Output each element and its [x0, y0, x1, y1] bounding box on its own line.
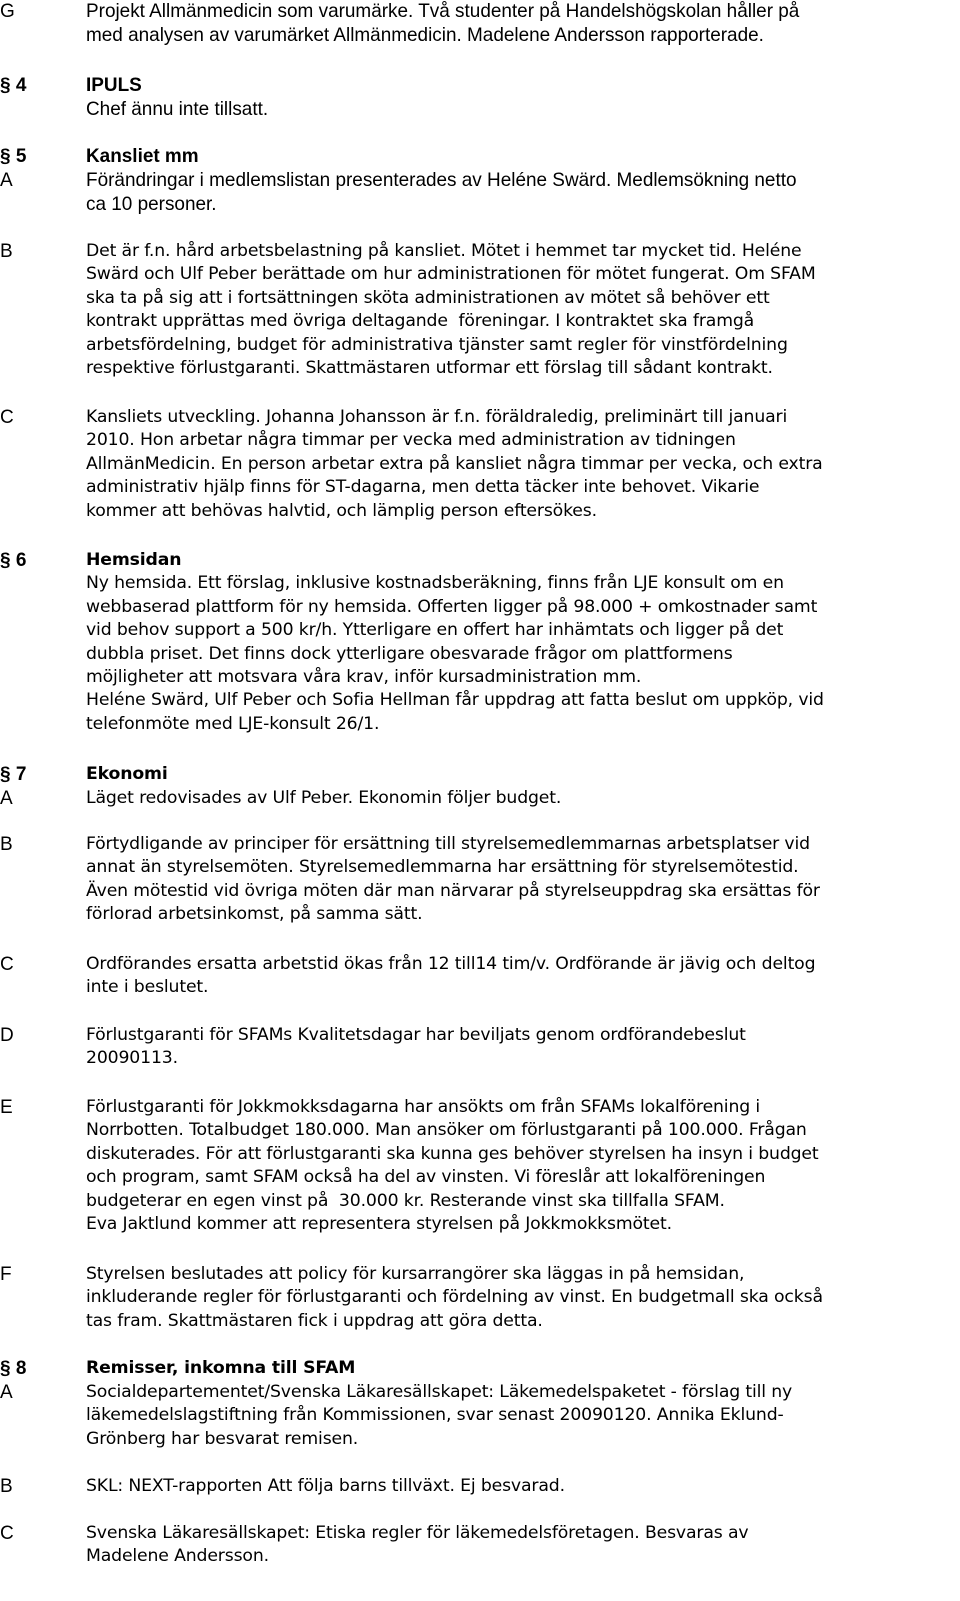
text-line: administrativ hjälp finns för ST-dagarna, men detta täcker inte behovet. Vikarie	[86, 477, 760, 498]
text-line: vid behov support a 500 kr/h. Ytterligare en offert har inhämtats och ligger på det	[86, 620, 784, 641]
text-line: Ordförandes ersatta arbetstid ökas från 12 till14 tim/v. Ordförande är jävig och deltog	[86, 954, 816, 974]
section-heading: IPULS	[86, 75, 142, 96]
item-text	[86, 74, 960, 121]
item-text	[86, 1522, 960, 1569]
text-line: Madelene Andersson.	[86, 1546, 269, 1567]
section-heading: Kansliet mm	[86, 146, 199, 167]
text-line: Svenska Läkaresällskapet: Etiska regler för läkemedelsföretagen. Besvaras av	[86, 1523, 749, 1543]
item-letter: F	[0, 1264, 12, 1285]
item-text	[86, 1096, 960, 1236]
text-line: Förändringar i medlemslistan presenterades av Heléne Swärd. Medlemsökning netto	[86, 170, 797, 191]
text-line: annat än styrelsemöten. Styrelsemedlemmarna har ersättning för styrelsemötestid.	[86, 857, 799, 878]
text-line: Även mötestid vid övriga möten där man närvarar på styrelseuppdrag ska ersättas för	[86, 880, 820, 901]
text-line: Socialdepartementet/Svenska Läkaresällskapet: Läkemedelspaketet - förslag till ny	[86, 1382, 793, 1402]
section-heading: Ekonomi	[86, 764, 168, 784]
text-line: 2010. Hon arbetar några timmar per vecka med administration av tidningen	[86, 430, 736, 451]
text-line: Grönberg har besvarat remisen.	[86, 1428, 359, 1449]
text-line: Förtydligande av principer för ersättning till styrelsemedlemmarnas arbetsplatser vid	[86, 834, 810, 854]
text-line: förlorad arbetsinkomst, på samma sätt.	[86, 904, 423, 925]
text-line: Kansliets utveckling. Johanna Johansson är f.n. föräldraledig, preliminärt till januari	[86, 407, 788, 427]
text-line: med analysen av varumärket Allmänmedicin. Madelene Andersson rapporterade.	[86, 24, 764, 46]
item-text	[86, 169, 960, 216]
item-letter: A	[0, 788, 13, 809]
text-line: respektive förlustgaranti. Skattmästaren utformar ett förslag till sådant kontrakt.	[86, 358, 773, 379]
item-text	[86, 953, 960, 1000]
text-line: Norrbotten. Totalbudget 180.000. Man ansöker om förlustgaranti på 100.000. Frågan	[86, 1120, 807, 1141]
item-text	[86, 406, 960, 523]
text-line: Projekt Allmänmedicin som varumärke. Två studenter på Handelshögskolan håller på	[86, 1, 800, 22]
item-text	[86, 1381, 960, 1451]
text-line: ca 10 personer.	[86, 193, 217, 215]
text-line: läkemedelslagstiftning från Kommissionen, svar senast 20090120. Annika Eklund-	[86, 1405, 784, 1426]
item-text	[86, 1357, 960, 1380]
text-line: diskuterades. För att förlustgaranti ska kunna ges behöver styrelsen ha insyn i budget	[86, 1143, 819, 1164]
text-line: Eva Jaktlund kommer att representera styrelsen på Jokkmokksmötet.	[86, 1214, 672, 1235]
item-letter: E	[0, 1097, 13, 1118]
section-number: § 7	[0, 764, 27, 785]
item-letter: A	[0, 1382, 13, 1403]
text-line: arbetsfördelning, budget för administrativa tjänster samt regler för vinstfördelning	[86, 334, 788, 355]
section-number: § 6	[0, 550, 27, 571]
text-line: Swärd och Ulf Peber berättade om hur administrationen för mötet fungerat. Om SFAM	[86, 264, 816, 285]
text-line: telefonmöte med LJE-konsult 26/1.	[86, 713, 380, 734]
text-line: tas fram. Skattmästaren fick i uppdrag att göra detta.	[86, 1310, 543, 1331]
text-line: inte i beslutet.	[86, 977, 209, 998]
section-number: § 5	[0, 146, 27, 167]
item-text	[86, 1024, 960, 1071]
text-line: Förlustgaranti för Jokkmokksdagarna har ansökts om från SFAMs lokalförening i	[86, 1097, 761, 1117]
text-line: Styrelsen beslutades att policy för kursarrangörer ska läggas in på hemsidan,	[86, 1264, 745, 1284]
text-line: Ny hemsida. Ett förslag, inklusive kostnadsberäkning, finns från LJE konsult om en	[86, 573, 784, 594]
item-text	[86, 833, 960, 927]
item-letter: B	[0, 834, 13, 855]
item-text	[86, 145, 960, 169]
item-letter: A	[0, 170, 13, 191]
item-letter: G	[0, 1, 15, 22]
item-text	[86, 1475, 960, 1498]
item-letter: B	[0, 241, 13, 262]
text-line: budgeterar en egen vinst på 30.000 kr. Resterande vinst ska tillfalla SFAM.	[86, 1190, 725, 1211]
text-line: kontrakt upprättas med övriga deltagande föreningar. I kontraktet ska framgå	[86, 311, 755, 332]
text-line: inkluderande regler för förlustgaranti och fördelning av vinst. En budgetmall ska också	[86, 1287, 823, 1308]
item-letter: D	[0, 1025, 14, 1046]
text-line: SKL: NEXT-rapporten Att följa barns tillväxt. Ej besvarad.	[86, 1476, 565, 1496]
text-line: Förlustgaranti för SFAMs Kvalitetsdagar har beviljats genom ordförandebeslut	[86, 1025, 746, 1045]
section-heading: Remisser, inkomna till SFAM	[86, 1358, 356, 1378]
item-text	[86, 549, 960, 736]
text-line: kommer att behövas halvtid, och lämplig person eftersökes.	[86, 500, 597, 521]
text-line: dubbla priset. Det finns dock ytterligare obesvarade frågor om plattformens	[86, 643, 733, 664]
section-number: § 8	[0, 1358, 27, 1379]
text-line: Chef ännu inte tillsatt.	[86, 98, 269, 120]
item-letter: C	[0, 954, 14, 975]
item-text	[86, 787, 960, 810]
text-line: och program, samt SFAM också ha del av vinsten. Vi föreslår att lokalföreningen	[86, 1167, 766, 1188]
text-line: Heléne Swärd, Ulf Peber och Sofia Hellman får uppdrag att fatta beslut om uppköp, vid	[86, 690, 824, 711]
text-line: webbaserad plattform för ny hemsida. Offerten ligger på 98.000 + omkostnader samt	[86, 596, 818, 617]
text-line: Läget redovisades av Ulf Peber. Ekonomin följer budget.	[86, 788, 562, 808]
section-number: § 4	[0, 75, 27, 96]
item-letter: B	[0, 1476, 13, 1497]
text-line: AllmänMedicin. En person arbetar extra på kansliet några timmar per vecka, och extra	[86, 453, 823, 474]
text-line: ska ta på sig att i fortsättningen sköta administrationen av mötet så behöver ett	[86, 287, 770, 308]
section-heading: Hemsidan	[86, 550, 182, 570]
item-text	[86, 240, 960, 380]
item-letter: C	[0, 1523, 14, 1544]
item-text	[86, 763, 960, 786]
item-text	[86, 1263, 960, 1333]
item-letter: C	[0, 407, 14, 428]
text-line: 20090113.	[86, 1048, 178, 1069]
item-text	[86, 0, 960, 47]
text-line: möjligheter att motsvara våra krav, inför kursadministration mm.	[86, 667, 642, 688]
text-line: Det är f.n. hård arbetsbelastning på kansliet. Mötet i hemmet tar mycket tid. Heléne	[86, 241, 802, 261]
